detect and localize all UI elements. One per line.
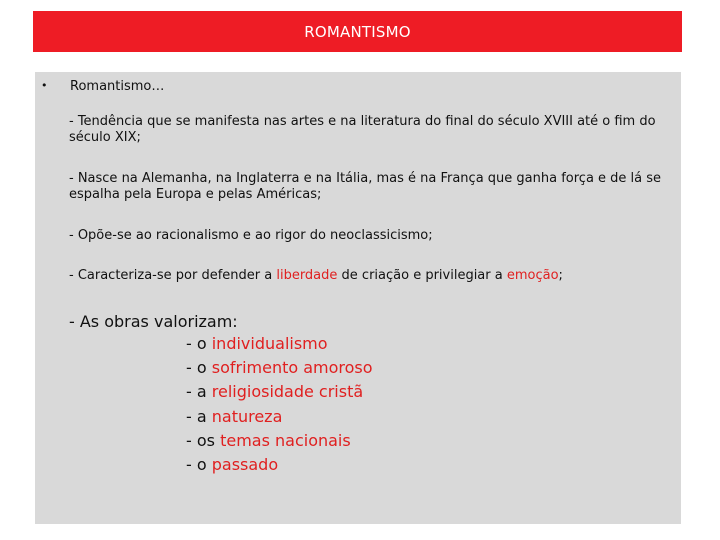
list-item [186, 429, 373, 453]
list-item [186, 405, 373, 429]
p4-text-pre: - Caracteriza-se por defender a [69, 268, 277, 283]
works-list [186, 332, 373, 477]
list-item-prefix: - o [186, 455, 212, 475]
list-item-prefix: - os [186, 430, 221, 450]
list-item-prefix: - o [186, 334, 212, 353]
list-item [186, 380, 373, 404]
list-item-highlight: passado [211, 455, 279, 475]
section-heading: Romantismo… [70, 79, 165, 94]
list-item-highlight: individualismo [211, 334, 328, 353]
highlight-liberdade: liberdade [276, 268, 338, 283]
list-item-prefix: - a [186, 406, 212, 426]
paragraph-oposicao: - Opõe-se ao racionalismo e ao rigor do neoclassicismo; [69, 228, 433, 243]
list-item [186, 332, 373, 356]
paragraph-origem: - Nasce na Alemanha, na Inglaterra e na Itália, mas é na França que ganha força e de lá se espalha pela Europa e pelas Américas; [69, 171, 662, 202]
list-item-highlight: sofrimento amoroso [211, 358, 373, 378]
list-item-highlight: temas nacionais [220, 430, 351, 450]
works-intro: - As obras valorizam: [69, 312, 238, 331]
list-item-prefix: - a [186, 382, 212, 402]
paragraph-caracteristicas [69, 268, 675, 284]
list-item [186, 356, 373, 380]
title-bar [33, 11, 682, 52]
bullet-marker: • [41, 79, 48, 92]
list-item-prefix: - o [186, 358, 212, 378]
p4-text-post: ; [558, 268, 563, 283]
highlight-emocao: emoção [506, 268, 559, 283]
slide-title: ROMANTISMO [304, 22, 411, 41]
list-item-highlight: religiosidade cristã [211, 382, 364, 402]
list-item [186, 453, 373, 477]
p4-text-mid: de criação e privilegiar a [337, 268, 507, 283]
paragraph-tendencia: - Tendência que se manifesta nas artes e na literatura do final do século XVIII até o fim do século XIX; [69, 114, 656, 145]
list-item-highlight: natureza [211, 406, 283, 426]
